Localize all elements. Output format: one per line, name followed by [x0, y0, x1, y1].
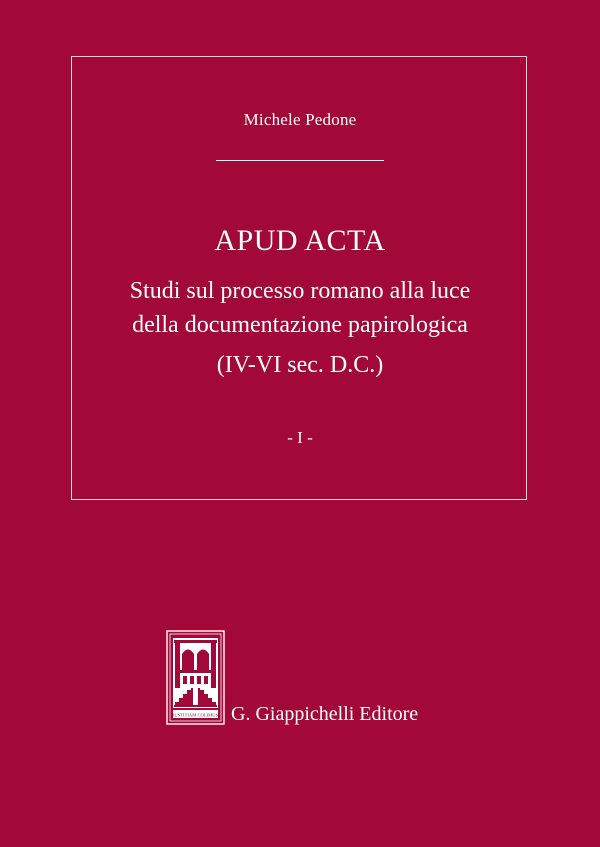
author-name: Michele Pedone: [243, 110, 357, 129]
svg-text:IUSTITIAM COLIMUS: IUSTITIAM COLIMUS: [172, 712, 219, 718]
publisher-name: G. Giappichelli Editore: [231, 703, 419, 725]
author-divider: [216, 160, 384, 161]
volume-number: - I -: [287, 428, 313, 447]
period-label: (IV-VI sec. D.C.): [216, 352, 384, 378]
book-title: APUD ACTA: [214, 224, 386, 257]
subtitle-line-1: Studi sul processo romano alla luce: [129, 278, 471, 304]
subtitle-line-2: della documentazione papirologica: [132, 312, 468, 338]
publisher-logo-icon: [166, 630, 225, 725]
